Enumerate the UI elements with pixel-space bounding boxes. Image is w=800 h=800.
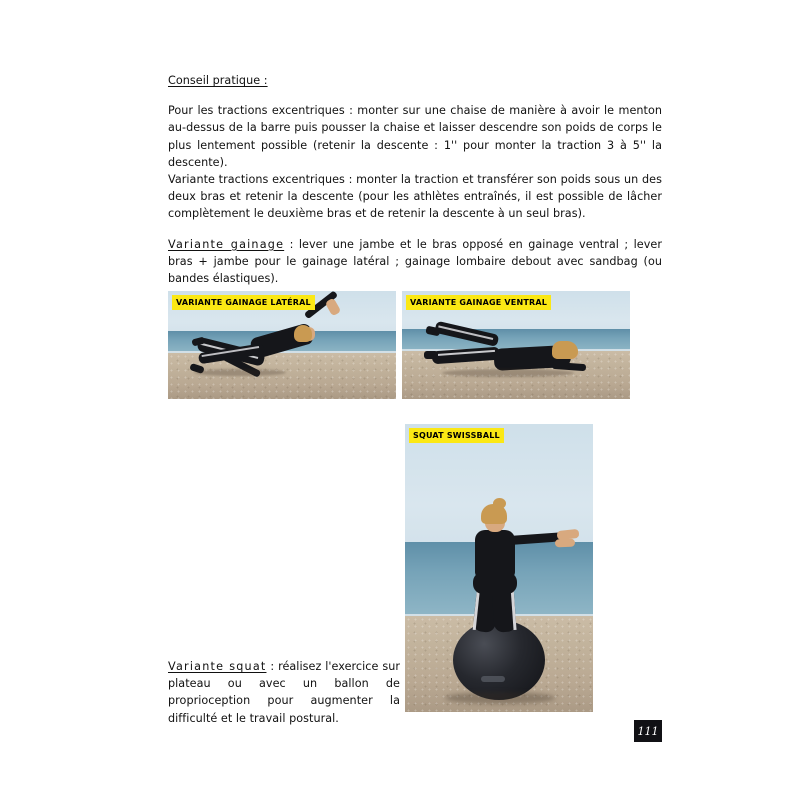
spacer [168,89,662,102]
photo-tag-squat-swissball: SQUAT SWISSBALL [409,428,504,443]
variant-squat-label: Variante squat [168,660,267,673]
variant-gainage-text: : lever une jambe et le bras opposé en gainage ventral ; lever bras + jambe pour le gainage latéral ; gainage lombaire debout avec sandbag (ou bandes élastiques). [168,237,662,286]
paragraph-eccentric-variant: Variante tractions excentriques : monter la traction et transférer son poids sous un des deux bras et retenir la descente (pour les athlètes entraînés, il est possible de lâcher complètement le deuxième bras et de retenir la descente à un seul bras). [168,173,662,221]
page-number-text: 111 [637,724,659,738]
paragraph-eccentric-pullups: Pour les tractions excentriques : monter sur une chaise de manière à avoir le menton au-dessus de la barre puis pousser la chaise et laisser descendre son poids de corps le plus lentement possible (retenir la descente : 1'' pour monter la traction 3 à 5'' la descente). [168,104,662,169]
photo-gainage-lateral [168,291,396,399]
photo-tag-gainage-lateral: VARIANTE GAINAGE LATÉRAL [172,295,315,310]
article-text-block [168,72,662,287]
photo-squat-swissball [405,424,593,712]
section-heading [168,72,662,89]
variant-gainage-label: Variante gainage [168,237,285,251]
photo-tag-gainage-ventral: VARIANTE GAINAGE VENTRAL [406,295,551,310]
photo-row-gainage [168,291,662,401]
spacer [168,223,662,236]
variant-squat-text: : réalisez l'exercice sur plateau ou avec un ballon de proprioception pour augmenter la difficulté et le travail postural. [168,660,400,725]
photo-gainage-ventral [402,291,630,399]
page-number-badge [634,720,662,742]
paragraph-variant-gainage [168,236,662,288]
paragraph-variant-squat-block [168,658,400,727]
paragraph-variant-squat [168,658,400,727]
section-heading-text: Conseil pratique : [168,74,268,87]
